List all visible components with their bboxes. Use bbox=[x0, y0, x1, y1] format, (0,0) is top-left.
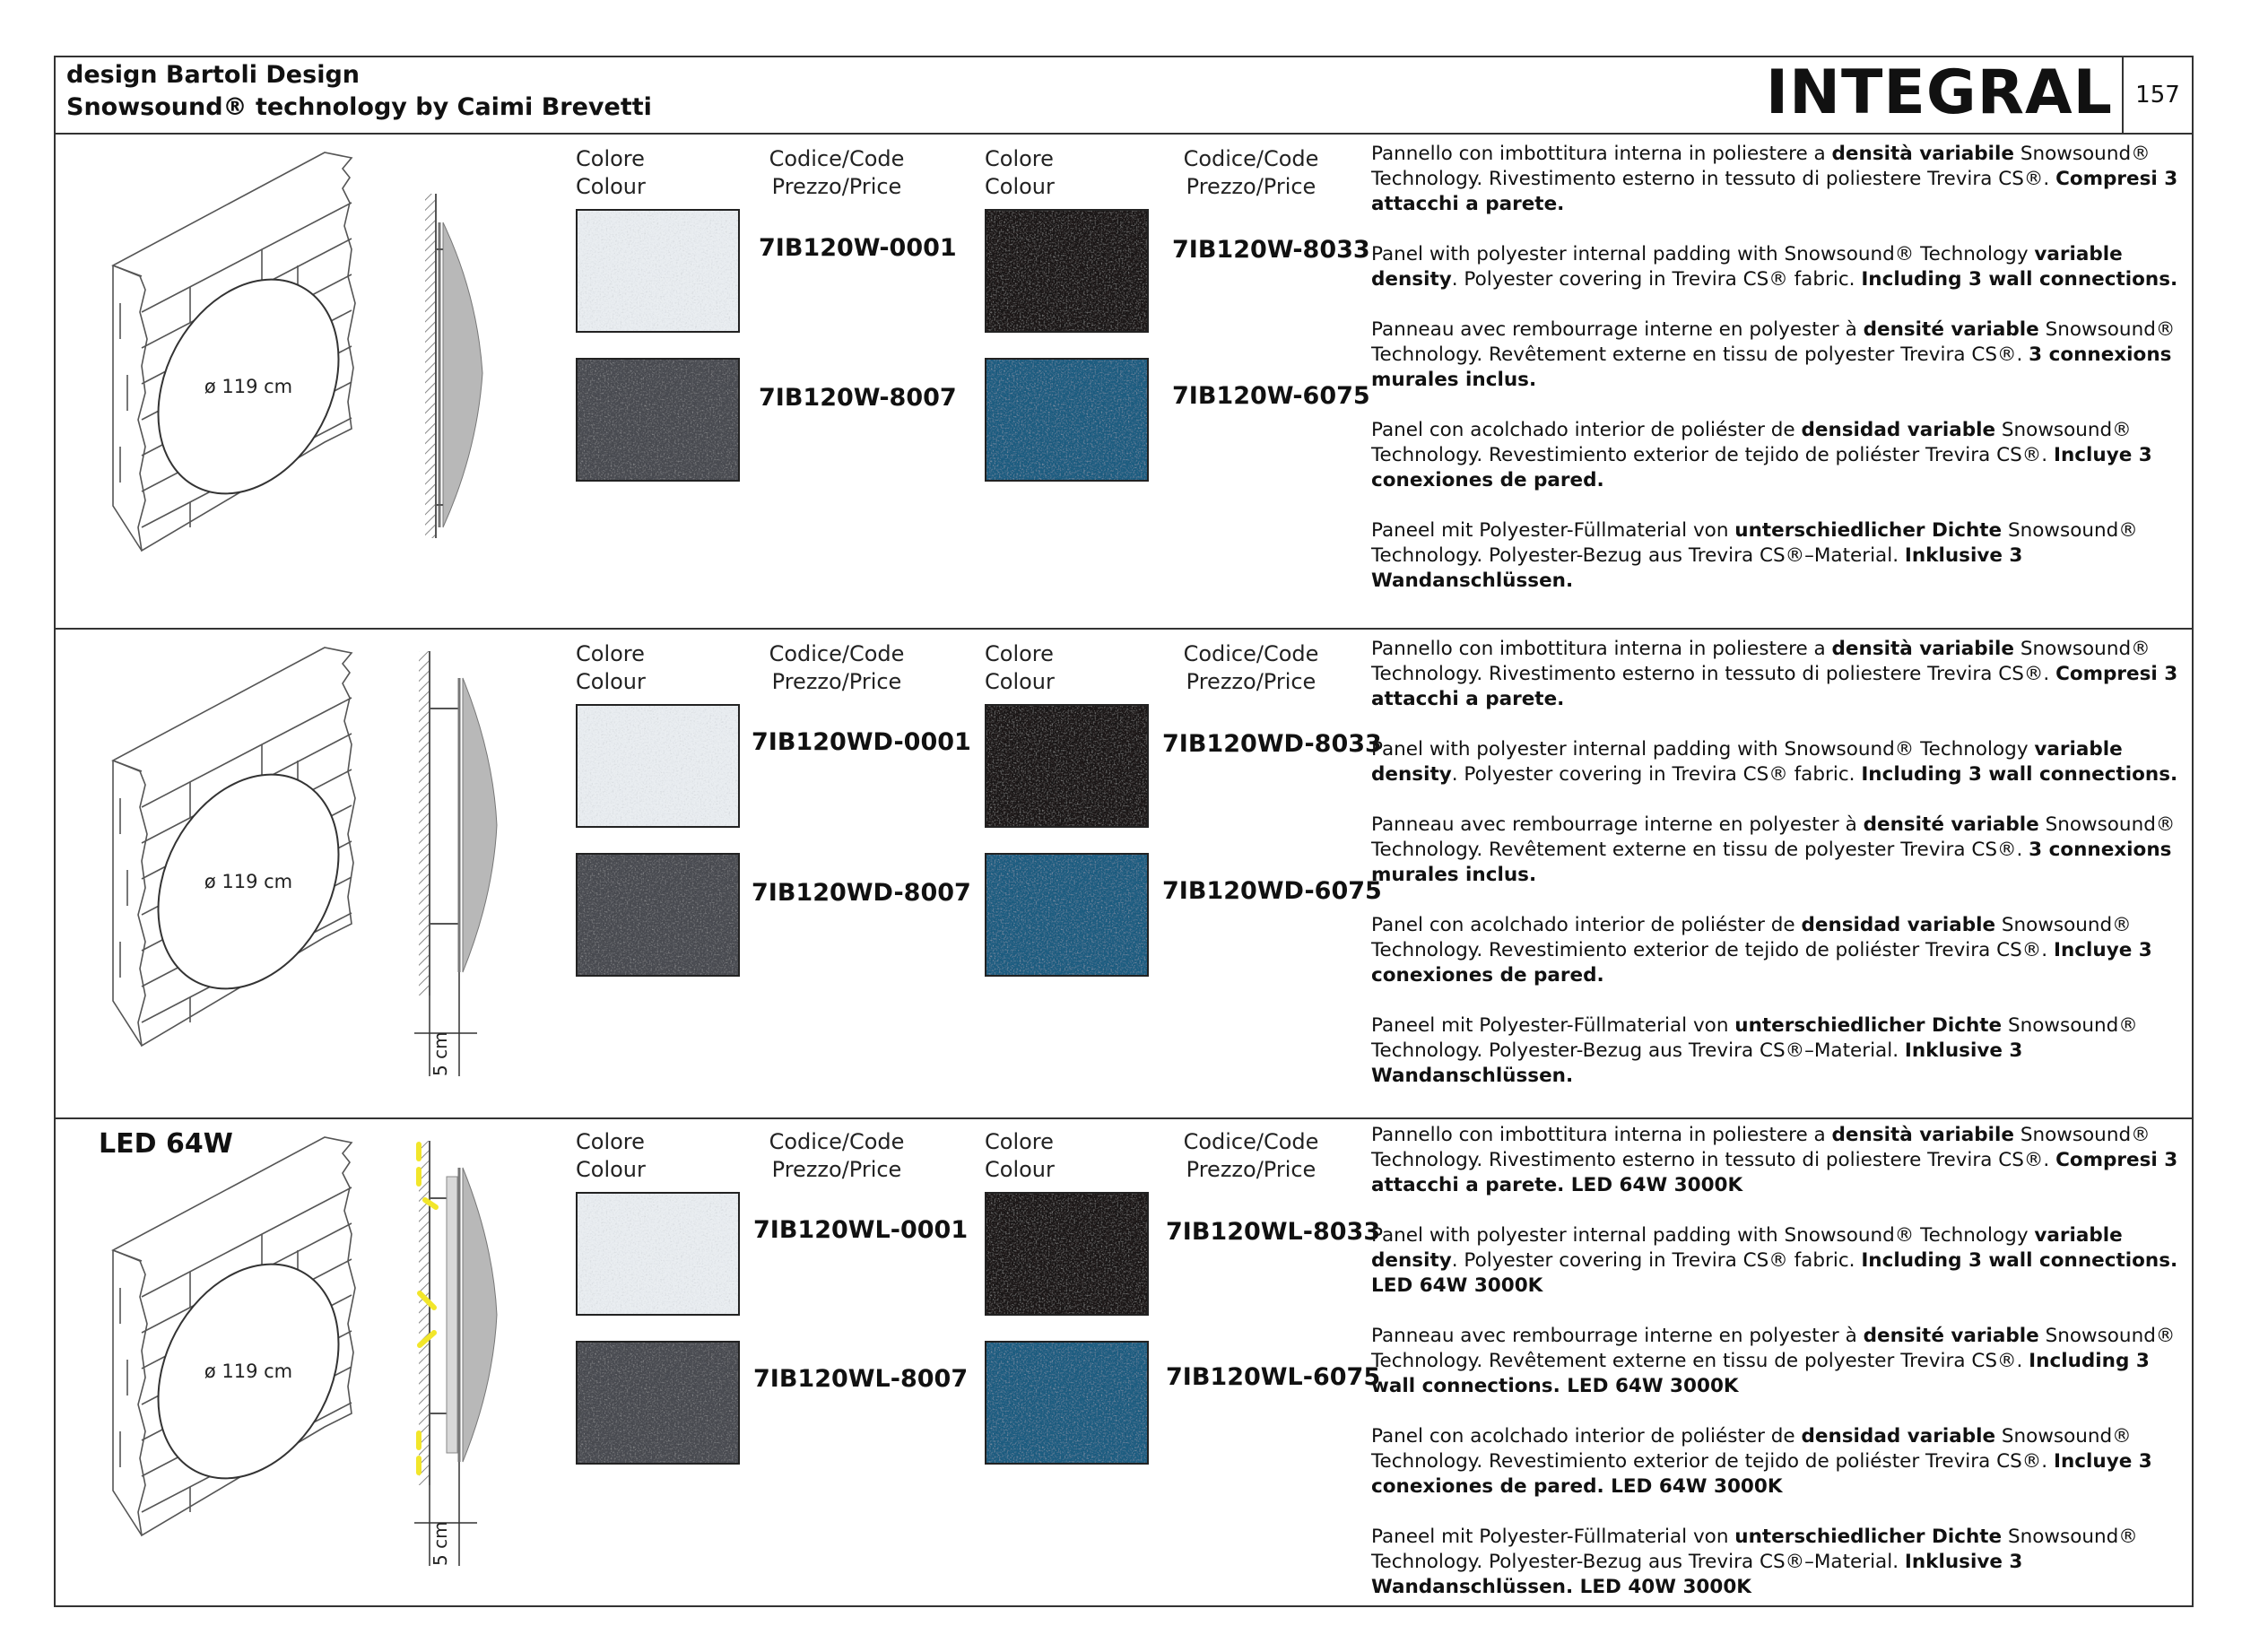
desc-french: Panneau avec rembourrage interne en polyester à densité variable Snowsound® Technology. Revêtement externe en tissu de polyester Trevira CS®. Including 3 wall connections. LED 64W 3000K bbox=[1371, 1325, 2176, 1397]
product-code: 7IB120WD-6075 bbox=[1162, 877, 1382, 905]
brick-wall-icon bbox=[113, 648, 374, 1046]
swatch-blue bbox=[985, 1341, 1149, 1465]
diameter-label: ø 119 cm bbox=[204, 1361, 293, 1382]
product-section-led bbox=[56, 1117, 2192, 1607]
page-number-box bbox=[2122, 57, 2192, 133]
desc-spanish: Panel con acolchado interior de poliéster de densidad variable Snowsound® Technology. Revestimiento exterior de tejido de poliéster Trevira CS®. Incluye 3 conexiones de pared. bbox=[1371, 419, 2152, 491]
swatch-grey bbox=[576, 358, 740, 482]
code-header-left: Codice/Code Prezzo/Price bbox=[769, 146, 905, 199]
code-header-right: Codice/Code Prezzo/Price bbox=[1183, 1129, 1319, 1182]
page-number: 157 bbox=[2135, 82, 2180, 109]
desc-english: Panel with polyester internal padding with Snowsound® Technology variable density. Polyester covering in Trevira CS® fabric. Including 3 wall connections. bbox=[1371, 243, 2178, 291]
desc-english: Panel with polyester internal padding with Snowsound® Technology variable density. Polyester covering in Trevira CS® fabric. Including 3 wall connections. LED 64W 3000K bbox=[1371, 1224, 2178, 1297]
panel-drawing bbox=[56, 1117, 522, 1607]
product-code: 7IB120W-8033 bbox=[1172, 236, 1370, 264]
desc-french: Panneau avec rembourrage interne en polyester à densité variable Snowsound® Technology. Revêtement externe en tissu de polyester Trevira CS®. 3 connexions murales inclus. bbox=[1371, 813, 2176, 886]
colour-header-right: Colore Colour bbox=[985, 641, 1055, 694]
desc-spanish: Panel con acolchado interior de poliéster de densidad variable Snowsound® Technology. Revestimiento exterior de tejido de poliéster Trevira CS®. Incluye 3 conexiones de pared. bbox=[1371, 914, 2152, 987]
swatch-grey bbox=[576, 1341, 740, 1465]
colour-header-left: Colore Colour bbox=[576, 146, 646, 199]
diameter-label: ø 119 cm bbox=[204, 376, 293, 397]
depth-label: 5 cm bbox=[430, 1521, 451, 1566]
desc-german: Paneel mit Polyester-Füllmaterial von unterschiedlicher Dichte Snowsound® Technology. Polyester-Bezug aus Trevira CS®–Material. Inklusive 3 Wandanschlüssen. bbox=[1371, 1014, 2138, 1087]
code-header-left: Codice/Code Prezzo/Price bbox=[769, 1129, 905, 1182]
colour-header-left: Colore Colour bbox=[576, 641, 646, 694]
code-header-left: Codice/Code Prezzo/Price bbox=[769, 641, 905, 694]
diameter-label: ø 119 cm bbox=[204, 871, 293, 892]
side-profile-led-icon bbox=[414, 1141, 497, 1566]
product-code: 7IB120WL-8033 bbox=[1166, 1218, 1381, 1246]
panel-drawing bbox=[56, 628, 522, 1117]
description-block bbox=[1371, 142, 2189, 619]
led-label: LED 64W bbox=[99, 1128, 233, 1160]
description-block bbox=[1371, 1123, 2189, 1625]
product-code: 7IB120WD-8033 bbox=[1162, 730, 1382, 758]
side-profile-icon bbox=[425, 194, 482, 538]
swatch-white bbox=[576, 209, 740, 333]
product-code: 7IB120WL-8007 bbox=[753, 1365, 969, 1393]
designer-credit: design Bartoli Design bbox=[66, 61, 360, 89]
swatch-grey bbox=[576, 853, 740, 977]
desc-italian: Pannello con imbottitura interna in poliestere a densità variabile Snowsound® Technology. Rivestimento esterno in tessuto di poliestere Trevira CS®. Compresi 3 attacchi a parete. bbox=[1371, 638, 2178, 710]
page-header bbox=[56, 57, 2192, 135]
swatch-blue bbox=[985, 358, 1149, 482]
swatch-black bbox=[985, 704, 1149, 828]
brick-wall-icon bbox=[113, 1137, 374, 1535]
product-code: 7IB120WL-0001 bbox=[753, 1216, 969, 1244]
product-section-detached bbox=[56, 628, 2192, 1119]
description-block bbox=[1371, 637, 2189, 1114]
code-header-right: Codice/Code Prezzo/Price bbox=[1183, 641, 1319, 694]
product-section-standard bbox=[56, 133, 2192, 630]
product-code: 7IB120W-0001 bbox=[759, 234, 957, 262]
product-code: 7IB120W-8007 bbox=[759, 384, 957, 412]
colour-header-right: Colore Colour bbox=[985, 146, 1055, 199]
technology-credit: Snowsound® technology by Caimi Brevetti bbox=[66, 93, 652, 121]
product-code: 7IB120WD-8007 bbox=[752, 879, 971, 907]
panel-drawing bbox=[56, 133, 522, 628]
swatch-white bbox=[576, 1192, 740, 1316]
desc-english: Panel with polyester internal padding with Snowsound® Technology variable density. Polyester covering in Trevira CS® fabric. Including 3 wall connections. bbox=[1371, 738, 2178, 786]
code-header-right: Codice/Code Prezzo/Price bbox=[1183, 146, 1319, 199]
product-title: INTEGRAL bbox=[1765, 57, 2113, 128]
product-code: 7IB120W-6075 bbox=[1172, 382, 1370, 410]
desc-german: Paneel mit Polyester-Füllmaterial von unterschiedlicher Dichte Snowsound® Technology. Polyester-Bezug aus Trevira CS®–Material. Inklusive 3 Wandanschlüssen. LED 40W 3000K bbox=[1371, 1526, 2138, 1598]
swatch-black bbox=[985, 209, 1149, 333]
swatch-black bbox=[985, 1192, 1149, 1316]
colour-header-right: Colore Colour bbox=[985, 1129, 1055, 1182]
side-profile-icon bbox=[414, 651, 497, 1076]
product-code: 7IB120WD-0001 bbox=[752, 728, 971, 756]
desc-italian: Pannello con imbottitura interna in poliestere a densità variabile Snowsound® Technology. Rivestimento esterno in tessuto di poliestere Trevira CS®. Compresi 3 attacchi a parete. bbox=[1371, 143, 2178, 215]
brick-wall-icon bbox=[113, 152, 374, 551]
swatch-blue bbox=[985, 853, 1149, 977]
desc-spanish: Panel con acolchado interior de poliéster de densidad variable Snowsound® Technology. Revestimiento exterior de tejido de poliéster Trevira CS®. Incluye 3 conexiones de pared. LED 64W 3000K bbox=[1371, 1425, 2152, 1498]
page-frame bbox=[54, 56, 2194, 1607]
swatch-white bbox=[576, 704, 740, 828]
product-code: 7IB120WL-6075 bbox=[1166, 1363, 1381, 1391]
desc-italian: Pannello con imbottitura interna in poliestere a densità variabile Snowsound® Technology. Rivestimento esterno in tessuto di poliestere Trevira CS®. Compresi 3 attacchi a parete. LED 64W 3000K bbox=[1371, 1124, 2178, 1196]
colour-header-left: Colore Colour bbox=[576, 1129, 646, 1182]
depth-label: 5 cm bbox=[430, 1031, 451, 1076]
desc-french: Panneau avec rembourrage interne en polyester à densité variable Snowsound® Technology. Revêtement externe en tissu de polyester Trevira CS®. 3 connexions murales inclus. bbox=[1371, 318, 2176, 391]
desc-german: Paneel mit Polyester-Füllmaterial von unterschiedlicher Dichte Snowsound® Technology. Polyester-Bezug aus Trevira CS®–Material. Inklusive 3 Wandanschlüssen. bbox=[1371, 519, 2138, 592]
